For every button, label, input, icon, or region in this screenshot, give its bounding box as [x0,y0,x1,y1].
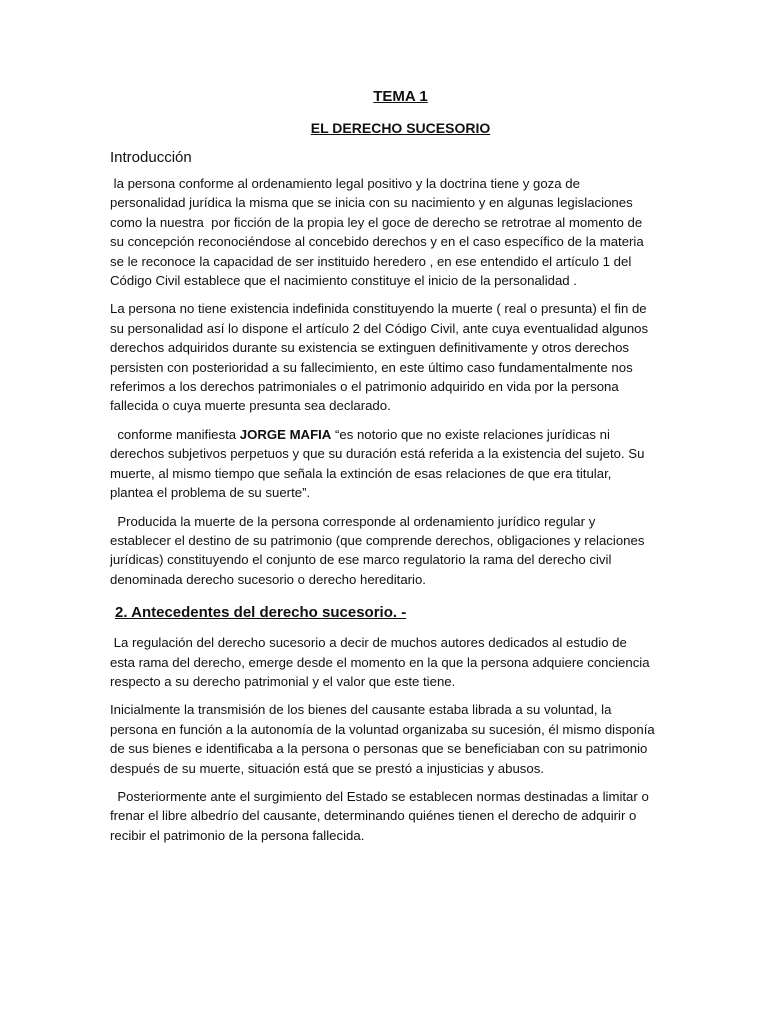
section-2-paragraph-3: Posteriormente ante el surgimiento del Estado se establecen normas destinadas a limitar o frenar el libre albedrío del causante, determinando quiénes tienen el derecho de adquirir o recibir el patrimonio de la persona fallecida. [110,788,653,843]
paragraph-quote [110,425,655,503]
intro-heading: Introducción [110,149,192,166]
tema-heading: TEMA 1 [373,88,428,105]
quote-author: JORGE MAFIA [239,426,332,442]
quote-text: “es notorio que no existe relaciones jurídicas ni derechos subjetivos perpetuos y que su duración está referida a la existencia del sujeto. Su muerte, al mismo tiempo que señala la extinción de esas relaciones de que era titular, plantea el problema de su suerte”. [110,426,649,501]
paragraph-1: la persona conforme al ordenamiento legal positivo y la doctrina tiene y goza de personalidad jurídica la misma que se inicia con su nacimiento y en algunas legislaciones como la nuestra por ficción de la propia ley el goce de derecho se retrotrae al momento de su concepción reconociéndose al concebido derechos y en el caso específico de la materia se le reconoce la capacidad de ser instituido heredero , en ese entendido el artículo 1 del Código Civil establece que el nacimiento constituye el inicio de la personalidad . [110,176,648,289]
quote-prefix: conforme manifiesta [110,426,240,442]
document-title: EL DERECHO SUCESORIO [310,120,491,136]
section-2-heading: 2. Antecedentes del derecho sucesorio. - [115,604,407,622]
paragraph-4: Producida la muerte de la persona corresponde al ordenamiento jurídico regular y establecer el destino de su patrimonio (que comprende derechos, obligaciones y relaciones jurídicas) constituyendo el conjunto de ese marco regulatorio la rama del derecho civil denominada derecho sucesorio o derecho hereditario. [110,513,649,587]
paragraph-2: La persona no tiene existencia indefinida constituyendo la muerte ( real o presunta) el fin de su personalidad así lo dispone el artículo 2 del Código Civil, ante cuya eventualidad algunos derechos adquiridos durante su existencia se extinguen definitivamente y otros derechos persisten con posterioridad a su fallecimiento, en este último caso fundamentalmente nos referimos a los derechos patrimoniales o el patrimonio adquirido en vida por la persona fallecida o cuya muerte presunta sea declarado. [110,301,649,414]
section-2-paragraph-1: La regulación del derecho sucesorio a decir de muchos autores dedicados al estudio de esta rama del derecho, emerge desde el momento en la que la persona adquiere conciencia respecto a su derecho patrimonial y el valor que este tiene. [110,635,654,689]
section-2-paragraph-2: Inicialmente la transmisión de los bienes del causante estaba librada a su voluntad, la persona en función a la autonomía de la voluntad organizaba su sucesión, él mismo disponía de sus bienes e identificaba a la persona o personas que se beneficiaban con su patrimonio después de su muerte, situación está que se prestó a injusticias y abusos. [110,702,655,776]
